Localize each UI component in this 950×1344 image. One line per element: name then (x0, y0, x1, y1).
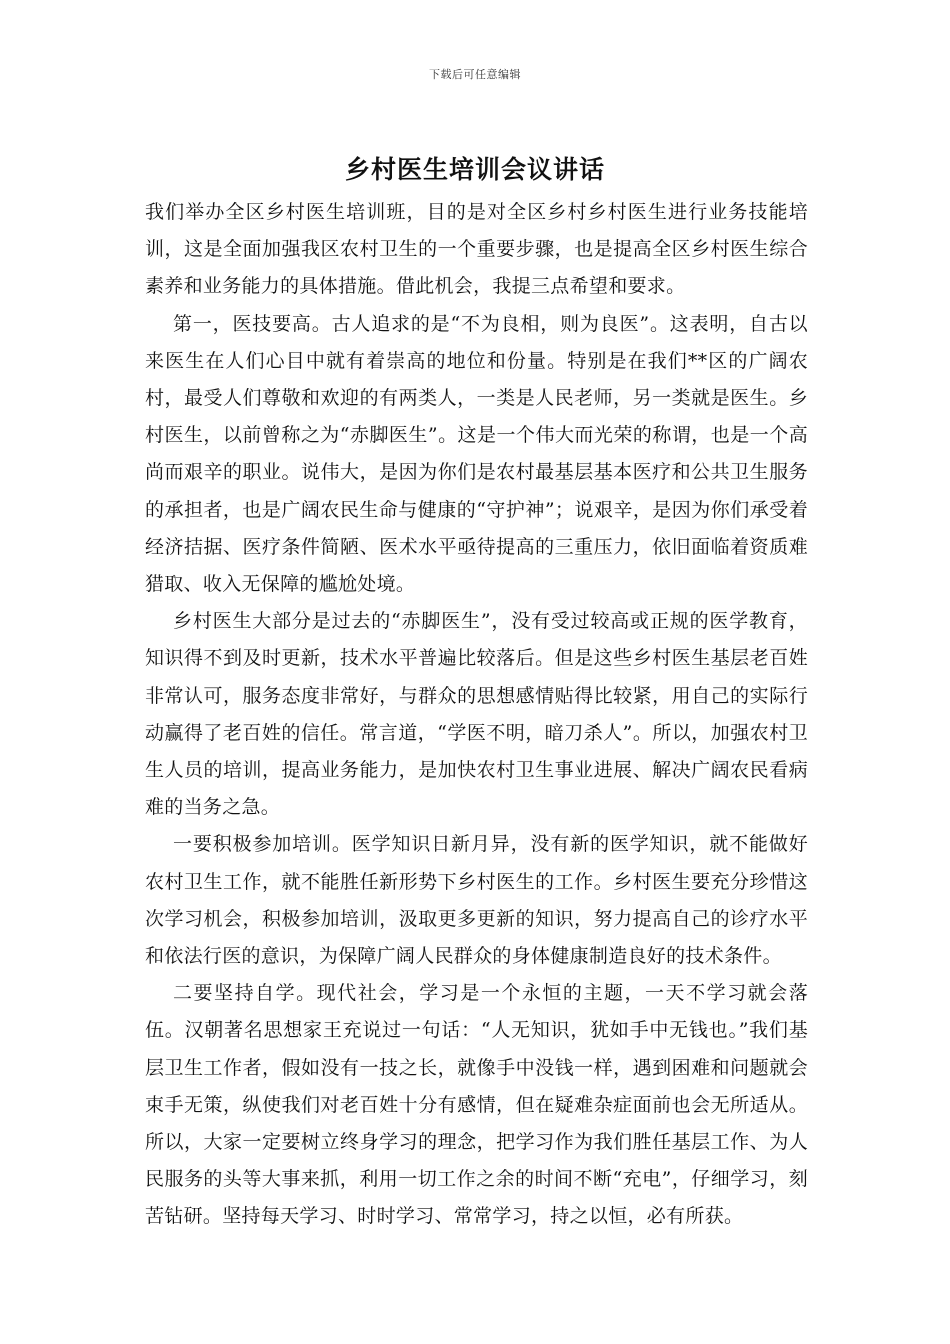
paragraph-3: 一要积极参加培训。医学知识日新月异，没有新的医学知识，就不能做好农村卫生工作，就不能胜任新形势下乡村医生的工作。乡村医生要充分珍惜这次学习机会，积极参加培训，汲取更多更新的知识，努力提高自己的诊疗水平和依法行医的意识，为保障广阔人民群众的身体健康制造良好的技术条件。 (145, 833, 808, 968)
document-body (145, 194, 808, 1236)
document-title: 乡村医生培训会议讲话 (344, 155, 605, 184)
paragraph-2: 乡村医生大部分是过去的“赤脚医生”，没有受过较高或正规的医学教育，知识得不到及时更新，技术水平普遍比较落后。但是这些乡村医生基层老百姓非常认可，服务态度非常好，与群众的思想感情贴得比较紧，用自己的实际行动赢得了老百姓的信任。常言道，“学医不明，暗刀杀人”。所以，加强农村卫生人员的培训，提高业务能力，是加快农村卫生事业进展、解决广阔农民看病难的当务之急。 (145, 610, 808, 819)
paragraph-1: 第一，医技要高。古人追求的是“不为良相，则为良医”。这表明，自古以来医生在人们心目中就有着崇高的地位和份量。特别是在我们**区的广阔农村，最受人们尊敬和欢迎的有两类人，一类是人民老师，另一类就是医生。乡村医生，以前曾称之为“赤脚医生”。这是一个伟大而光荣的称谓，也是一个高尚而艰辛的职业。说伟大，是因为你们是农村最基层基本医疗和公共卫生服务的承担者，也是广阔农民生命与健康的“守护神”；说艰辛，是因为你们承受着经济拮据、医疗条件简陋、医术水平亟待提高的三重压力，依旧面临着资质难猎取、收入无保障的尴尬处境。 (145, 312, 808, 596)
paragraph-4: 二要坚持自学。现代社会，学习是一个永恒的主题，一天不学习就会落伍。汉朝著名思想家王充说过一句话：“人无知识，犹如手中无钱也。”我们基层卫生工作者，假如没有一技之长，就像手中没钱一样，遇到困难和问题就会束手无策，纵使我们对老百姓十分有感情，但在疑难杂症面前也会无所适从。所以，大家一定要树立终身学习的理念，把学习作为我们胜任基层工作、为人民服务的头等大事来抓，利用一切工作之余的时间不断“充电”，仔细学习，刻苦钻研。坚持每天学习、时时学习、常常学习，持之以恒，必有所获。 (145, 982, 808, 1228)
paragraph-intro: 我们举办全区乡村医生培训班，目的是对全区乡村乡村医生进行业务技能培训，这是全面加强我区农村卫生的一个重要步骤，也是提高全区乡村医生综合素养和业务能力的具体措施。借此机会，我提三点希望和要求。 (145, 201, 808, 298)
header-note: 下载后可任意编辑 (429, 68, 521, 81)
